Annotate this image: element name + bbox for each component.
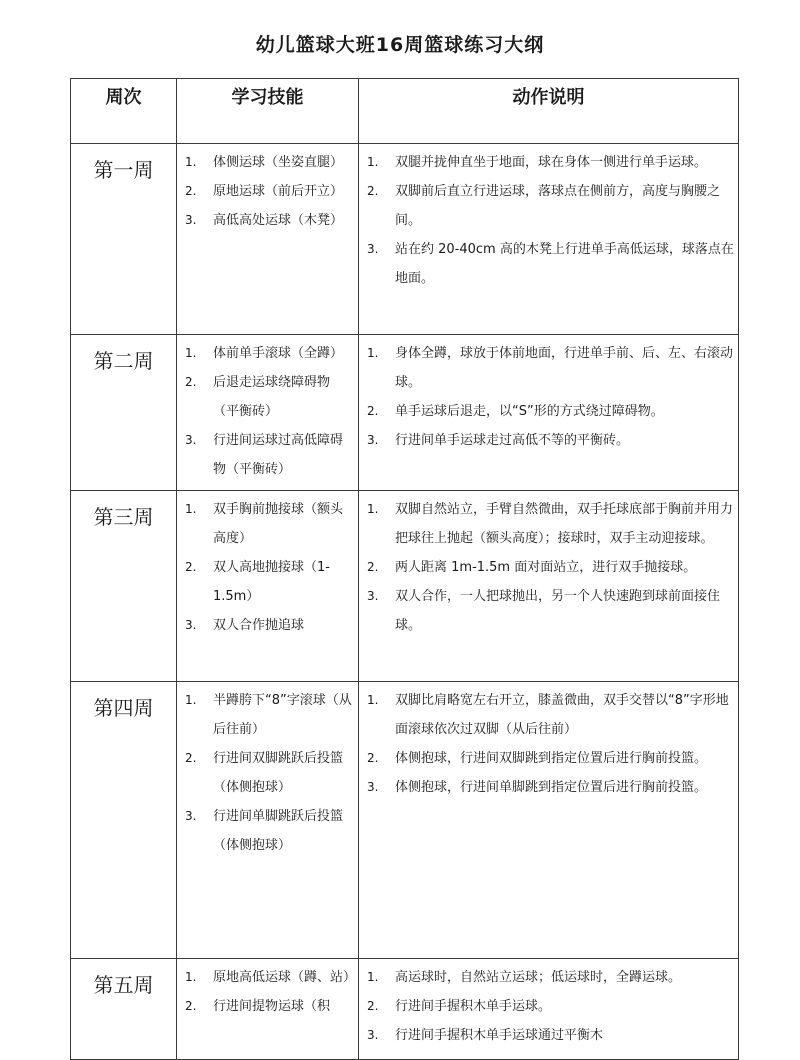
actions-cell — [359, 491, 739, 682]
skills-cell — [177, 682, 359, 959]
skill-text: 行进间提物运球（积 — [213, 999, 331, 1014]
action-item — [367, 773, 734, 802]
skill-text: 原地高低运球（蹲、站） — [213, 970, 357, 985]
action-item — [367, 744, 734, 773]
skill-text: 行进间运球过高低障碍物（平衡砖） — [213, 433, 344, 477]
skill-item — [185, 339, 354, 368]
action-text: 站在约 20-40cm 高的木凳上行进单手高低运球，球落点在地面。 — [395, 242, 734, 286]
action-number: 1. — [367, 155, 379, 169]
skill-item — [185, 426, 354, 484]
skill-item — [185, 744, 354, 802]
skill-item — [185, 553, 354, 611]
action-item — [367, 397, 734, 426]
skill-item — [185, 177, 354, 206]
skills-cell — [177, 959, 359, 1060]
action-text: 双脚比肩略宽左右开立，膝盖微曲，双手交替以“8”字形地面滚球依次过双脚（从后往前） — [395, 693, 729, 737]
action-text: 行进间手握积木单手运球。 — [395, 999, 552, 1014]
action-number: 1. — [367, 693, 379, 707]
action-text: 体侧抱球，行进间单脚跳到指定位置后进行胸前投篮。 — [395, 780, 708, 795]
skill-text: 后退走运球绕障碍物（平衡砖） — [213, 375, 331, 419]
skill-item — [185, 686, 354, 744]
skills-cell — [177, 491, 359, 682]
skill-item — [185, 206, 354, 235]
action-text: 双脚自然站立，手臂自然微曲，双手托球底部于胸前并用力把球往上抛起（额头高度）；接球时，双手主动迎接球。 — [395, 502, 734, 546]
action-text: 体侧抱球，行进间双脚跳到指定位置后进行胸前投篮。 — [395, 751, 708, 766]
action-item — [367, 582, 734, 640]
action-number: 3. — [367, 242, 379, 256]
skill-number: 2. — [185, 375, 197, 389]
header-week: 周次 — [71, 79, 177, 144]
skill-number: 2. — [185, 999, 197, 1013]
skill-number: 3. — [185, 213, 197, 227]
header-actions: 动作说明 — [359, 79, 739, 144]
page-title: 幼儿篮球大班16周篮球练习大纲 — [255, 34, 545, 56]
action-item — [367, 235, 734, 293]
skill-number: 2. — [185, 184, 197, 198]
action-item — [367, 553, 734, 582]
table-row — [71, 144, 739, 335]
action-item — [367, 686, 734, 744]
actions-cell — [359, 682, 739, 959]
action-item — [367, 1021, 734, 1050]
action-item — [367, 495, 734, 553]
action-text: 行进间单手运球走过高低不等的平衡砖。 — [395, 433, 630, 448]
skill-text: 双人高地抛接球（1-1.5m） — [213, 560, 330, 604]
actions-cell — [359, 335, 739, 491]
header-skills: 学习技能 — [177, 79, 359, 144]
action-text: 高运球时，自然站立运球；低运球时，全蹲运球。 — [395, 970, 682, 985]
skill-number: 2. — [185, 751, 197, 765]
action-number: 2. — [367, 999, 379, 1013]
action-number: 1. — [367, 502, 379, 516]
action-number: 1. — [367, 970, 379, 984]
skill-text: 原地运球（前后开立） — [213, 184, 344, 199]
action-number: 1. — [367, 346, 379, 360]
table-row — [71, 491, 739, 682]
skill-number: 1. — [185, 970, 197, 984]
outline-table — [70, 78, 739, 1060]
week-label: 第二周 — [71, 335, 177, 491]
skill-text: 半蹲胯下“8”字滚球（从后往前） — [213, 693, 352, 737]
table-row — [71, 682, 739, 959]
action-text: 双人合作，一人把球抛出，另一个人快速跑到球前面接住球。 — [395, 589, 721, 633]
action-text: 双腿并拢伸直坐于地面，球在身体一侧进行单手运球。 — [395, 155, 708, 170]
skill-item — [185, 802, 354, 860]
action-number: 3. — [367, 433, 379, 447]
table-row — [71, 959, 739, 1060]
action-item — [367, 339, 734, 397]
action-number: 2. — [367, 404, 379, 418]
skill-item — [185, 368, 354, 426]
week-label: 第一周 — [71, 144, 177, 335]
action-text: 双脚前后直立行进运球，落球点在侧前方，高度与胸腰之间。 — [395, 184, 721, 228]
skill-item — [185, 992, 354, 1021]
skill-text: 行进间单脚跳跃后投篮（体侧抱球） — [213, 809, 344, 853]
action-text: 身体全蹲，球放于体前地面，行进单手前、后、左、右滚动球。 — [395, 346, 734, 390]
skill-item — [185, 611, 354, 640]
skill-text: 体侧运球（坐姿直腿） — [213, 155, 344, 170]
skill-text: 体前单手滚球（全蹲） — [213, 346, 344, 361]
action-number: 2. — [367, 560, 379, 574]
action-item — [367, 148, 734, 177]
skill-number: 3. — [185, 618, 197, 632]
skill-text: 双手胸前抛接球（额头高度） — [213, 502, 344, 546]
skill-number: 3. — [185, 809, 197, 823]
action-item — [367, 963, 734, 992]
action-item — [367, 426, 734, 455]
action-text: 两人距离 1m-1.5m 面对面站立，进行双手抛接球。 — [395, 560, 697, 575]
action-number: 3. — [367, 589, 379, 603]
skill-item — [185, 148, 354, 177]
action-item — [367, 992, 734, 1021]
skills-cell — [177, 335, 359, 491]
skill-number: 2. — [185, 560, 197, 574]
actions-cell — [359, 959, 739, 1060]
skill-item — [185, 963, 357, 992]
skill-text: 行进间双脚跳跃后投篮（体侧抱球） — [213, 751, 344, 795]
skill-item — [185, 495, 354, 553]
header-row — [71, 79, 739, 144]
week-label: 第四周 — [71, 682, 177, 959]
skill-number: 1. — [185, 155, 197, 169]
skill-text: 双人合作抛追球 — [213, 618, 305, 633]
skill-text: 高低高处运球（木凳） — [213, 213, 344, 228]
skill-number: 1. — [185, 346, 197, 360]
action-text: 单手运球后退走，以“S”形的方式绕过障碍物。 — [395, 404, 664, 419]
action-number: 3. — [367, 780, 379, 794]
table-body — [71, 144, 739, 1060]
action-text: 行进间手握积木单手运球通过平衡木 — [395, 1028, 604, 1043]
action-number: 2. — [367, 751, 379, 765]
week-label: 第三周 — [71, 491, 177, 682]
actions-cell — [359, 144, 739, 335]
action-number: 3. — [367, 1028, 379, 1042]
week-label: 第五周 — [71, 959, 177, 1060]
action-item — [367, 177, 734, 235]
skills-cell — [177, 144, 359, 335]
table-row — [71, 335, 739, 491]
skill-number: 3. — [185, 433, 197, 447]
skill-number: 1. — [185, 693, 197, 707]
action-number: 2. — [367, 184, 379, 198]
skill-number: 1. — [185, 502, 197, 516]
